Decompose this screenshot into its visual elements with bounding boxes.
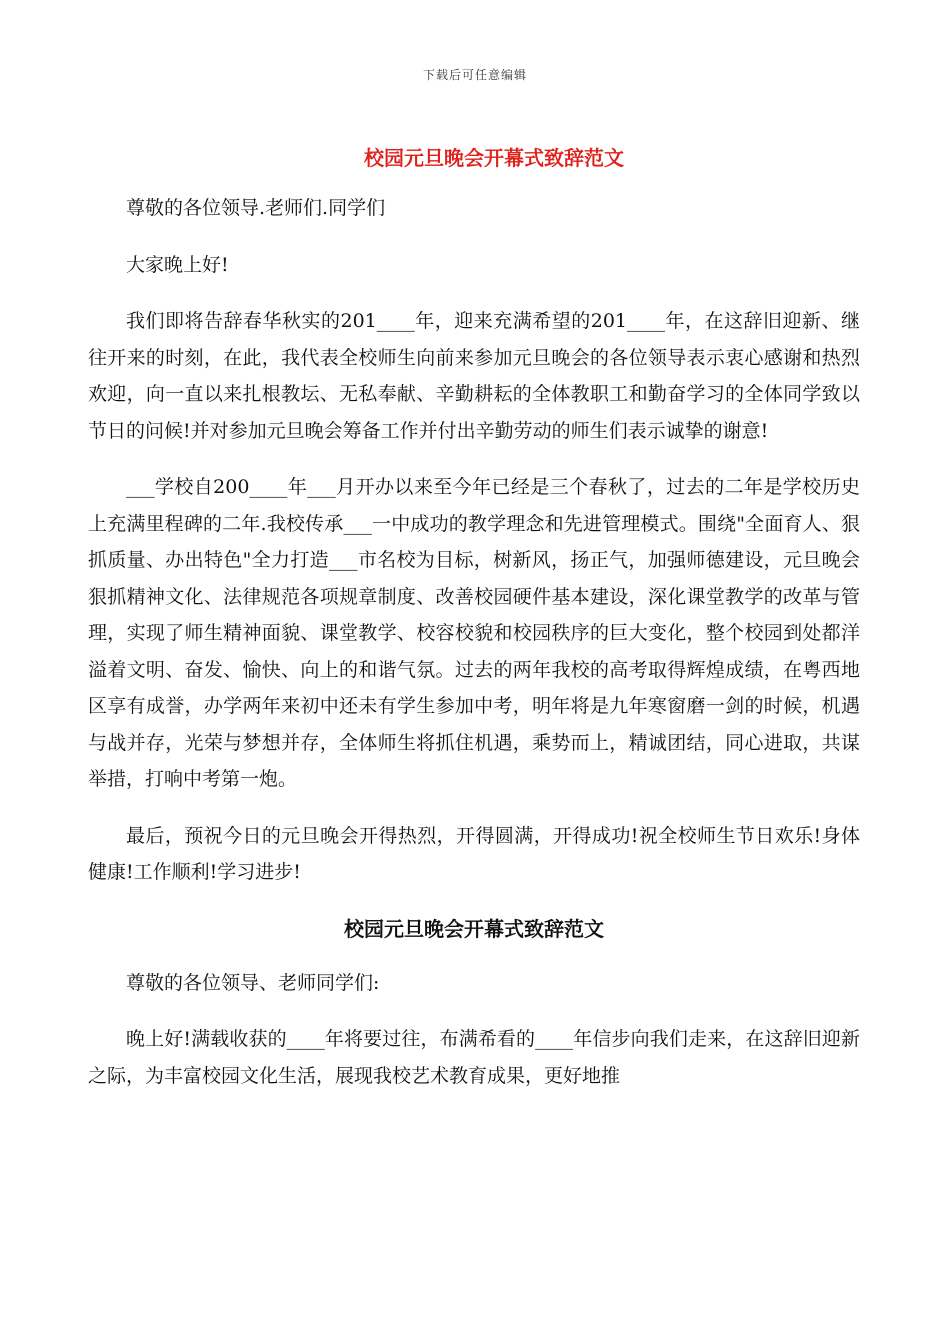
section1-paragraph-3: 最后，预祝今日的元旦晚会开得热烈，开得圆满，开得成功!祝全校师生节日欢乐!身体健康!工作顺利!学习进步! [88, 824, 860, 883]
section2-title: 校园元旦晚会开幕式致辞范文 [344, 916, 604, 941]
section2-salutation: 尊敬的各位领导、老师同学们: [126, 971, 380, 994]
section1-salutation: 尊敬的各位领导.老师们.同学们 [126, 197, 386, 219]
section1-greeting: 大家晚上好! [126, 253, 229, 276]
section1-paragraph-1: 我们即将告辞春华秋实的201____年，迎来充满希望的201____年，在这辞旧迎新、继往开来的时刻，在此，我代表全校师生向前来参加元旦晚会的各位领导表示衷心感谢和热烈欢迎，向一直以来扎根教坛、无私奉献、辛勤耕耘的全体教职工和勤奋学习的全体同学致以节日的问候!并对参加元旦晚会筹备工作并付出辛勤劳动的师生们表示诚挚的谢意! [88, 310, 860, 442]
section1-title: 校园元旦晚会开幕式致辞范文 [364, 146, 624, 170]
section2-paragraph-1: 晚上好!满载收获的____年将要过往，布满希看的____年信步向我们走来，在这辞旧迎新之际，为丰富校园文化生活，展现我校艺术教育成果，更好地推 [88, 1028, 860, 1087]
header-note: 下载后可任意编辑 [422, 68, 527, 82]
section1-paragraph-2: ___学校自200____年___月开办以来至今年已经是三个春秋了，过去的二年是学校历史上充满里程碑的二年.我校传承___一中成功的教学理念和先进管理模式。围绕"全面育人、狠抓质量、办出特色"全力打造___市名校为目标，树新风，扬正气，加强师德建设，元旦晚会狠抓精神文化、法律规范各项规章制度、改善校园硬件基本建设，深化课堂教学的改革与管理，实现了师生精神面貌、课堂教学、校容校貌和校园秩序的巨大变化，整个校园到处都洋溢着文明、奋发、愉快、向上的和谐气氛。过去的两年我校的高考取得辉煌成绩，在粤西地区享有成誉，办学两年来初中还未有学生参加中考，明年将是九年寒窗磨一剑的时候，机遇与战并存，光荣与梦想并存，全体师生将抓住机遇，乘势而上，精诚团结，同心进取，共谋举措，打响中考第一炮。 [88, 476, 860, 790]
document-body [88, 140, 860, 1114]
